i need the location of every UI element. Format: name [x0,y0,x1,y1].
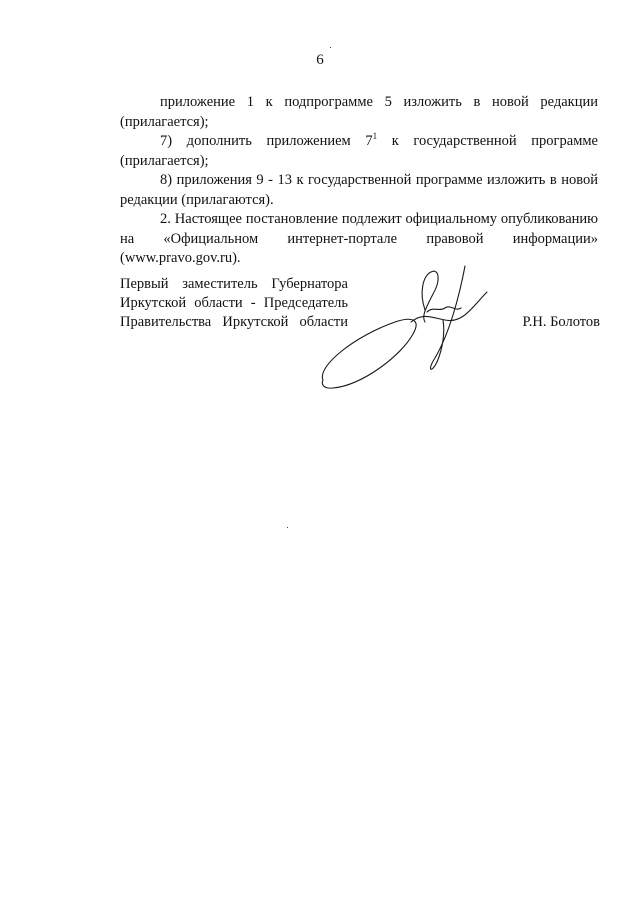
scan-speck [287,527,288,528]
page-number: 6 [316,52,324,68]
item-7-superscript: 1 [372,131,378,142]
item-7-text-end: к государственной программе (прилагается); [120,133,598,169]
scan-speck [330,47,331,48]
signer-title-line: Первый заместитель Губернатора [120,276,348,292]
signer-title-line: Правительства Иркутской области [120,314,348,330]
item-7-text: 7) дополнить приложением 7 [160,133,373,149]
paragraph-publication: 2. Настоящее постановление подлежит официальному опубликованию на «Официальном интернет-портале правовой информации» (www.pravo.gov.ru). [120,211,598,266]
signer-title-line: Иркутской области - Председатель [120,295,348,311]
paragraph-item-7 [120,132,598,171]
signer-title [120,275,348,332]
paragraph-appendix-1: приложение 1 к подпрограмме 5 изложить в новой редакции (прилагается); [120,94,598,130]
handwritten-signature-icon [315,262,495,397]
signer-name: Р.Н. Болотов [522,314,600,330]
paragraph-item-8: 8) приложения 9 - 13 к государственной программе изложить в новой редакции (прилагаются). [120,172,598,208]
document-body [120,93,598,269]
